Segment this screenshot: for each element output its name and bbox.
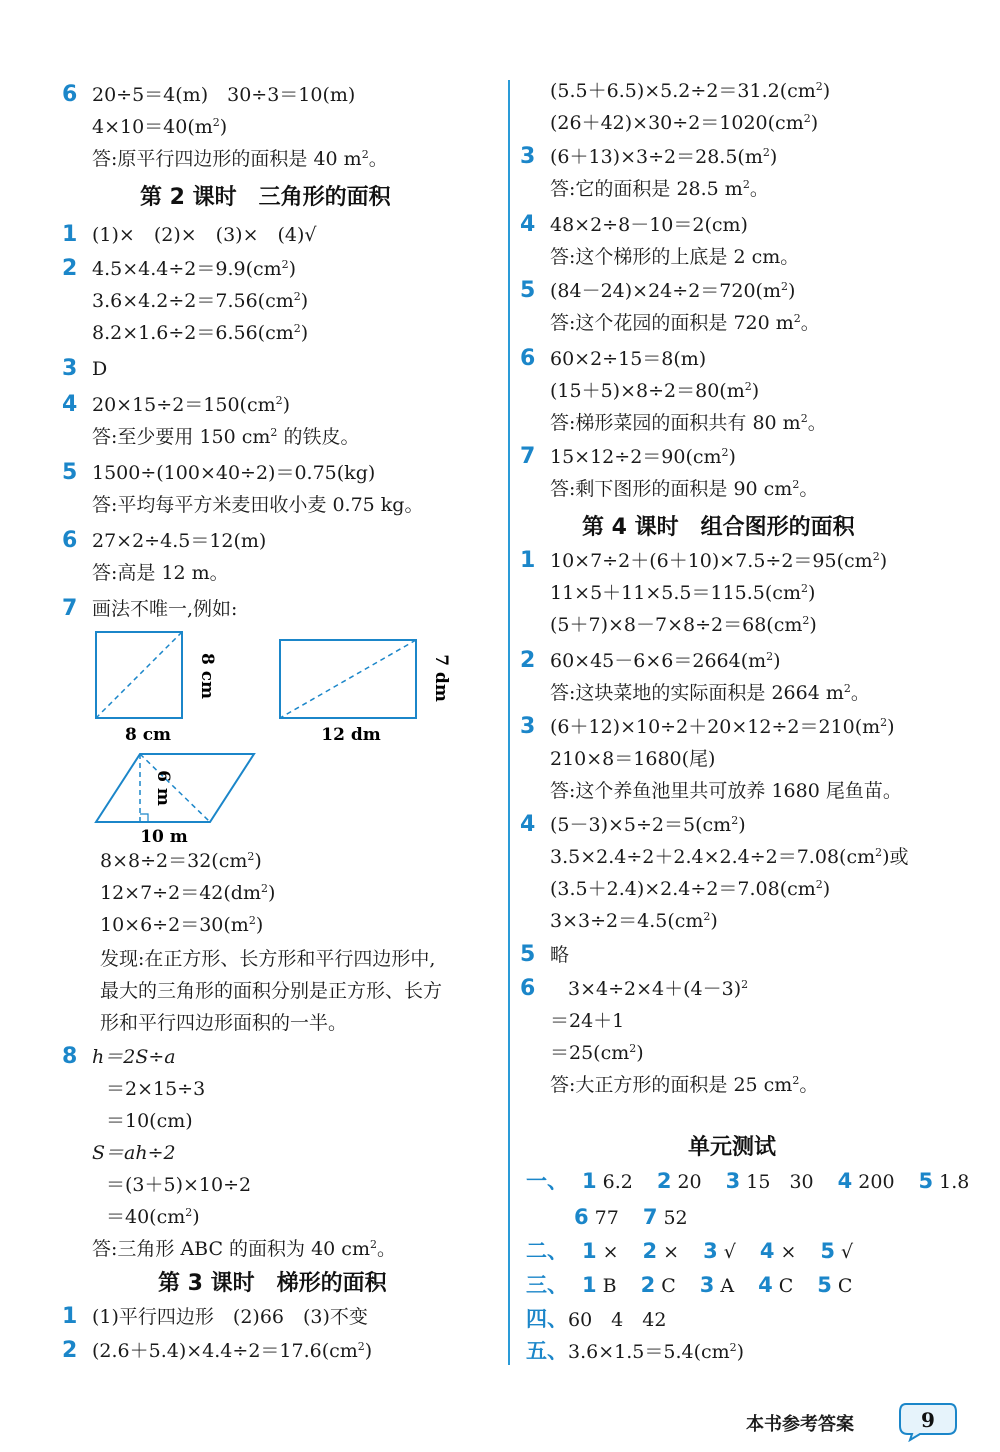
answer-text: 答:这个养鱼池里共可放养 1680 尾鱼苗。 <box>550 780 902 802</box>
square-bottom-label: 8 cm <box>124 725 172 745</box>
test-item-answer: 52 <box>663 1207 688 1229</box>
question-number: 7 <box>520 444 536 469</box>
answer-text: $(3.5+2.4)\times 2.4\div 2=7.08(cm^2)$ <box>550 878 831 900</box>
test-item-answer: 6.2 <box>602 1171 633 1193</box>
answer-text: $3\times 3\div 2=4.5(cm^2)$ <box>550 910 718 932</box>
question-number: 4 <box>520 212 536 237</box>
answer-text: ＝24＋1 <box>550 1010 625 1032</box>
test-item-number: 1 <box>582 1169 597 1193</box>
test-item-answer: √ <box>841 1241 854 1263</box>
answer-text: 答:至少要用 150 $cm^2$ 的铁皮。 <box>92 426 360 448</box>
test-item-answer: 1.8 <box>939 1171 970 1193</box>
test-item-answer: A <box>720 1275 735 1297</box>
question-number: 6 <box>520 976 536 1001</box>
test-item-number: 6 <box>574 1205 589 1229</box>
section-title: 单元测试 <box>688 1135 777 1160</box>
question-number: 1 <box>520 548 536 573</box>
triangle-figures <box>62 622 498 848</box>
question-number: 6 <box>62 528 78 553</box>
answer-text: $(26+42)\times 30\div 2=1020(cm^2)$ <box>550 112 819 134</box>
test-item-number: 4 <box>759 1239 775 1263</box>
parallelogram-diagonal <box>140 754 210 822</box>
answer-text: 答:它的面积是 28.5 $m^2$。 <box>550 178 769 200</box>
question-number: 4 <box>520 812 536 837</box>
answer-text: 略 <box>550 944 570 966</box>
section-title: 第 2 课时 三角形的面积 <box>140 185 391 210</box>
answer-text: S＝ah÷2 <box>92 1142 176 1164</box>
answer-text: $15\times 12\div 2=90(cm^2)$ <box>550 446 736 468</box>
rectangle-shape <box>280 640 416 718</box>
test-row-1b <box>560 1202 698 1233</box>
question-number: 2 <box>62 1338 78 1363</box>
question-number: 3 <box>520 714 536 739</box>
answer-text: ＝10(cm) <box>106 1110 193 1132</box>
question-number: 3 <box>520 144 536 169</box>
answer-text: h＝2S÷a <box>92 1046 176 1068</box>
answer-text: $3.6\times 4.2\div 2=7.56(cm^2)$ <box>92 290 309 312</box>
test-row-3 <box>526 1270 862 1301</box>
test-item-number: 7 <box>642 1205 658 1229</box>
question-number: 5 <box>520 278 536 303</box>
answer-text: $(5-3)\times 5\div 2=5(cm^2)$ <box>550 814 746 836</box>
answer-text: $4\times 10=40(m^2)$ <box>92 116 228 138</box>
test-row-1 <box>526 1166 979 1197</box>
answer-text: $(5+7)\times 8-7\times 8\div 2=68(cm^2)$ <box>550 614 817 636</box>
test-item-answer: × <box>602 1241 619 1263</box>
answer-text: (1)平行四边形 (2)66 (3)不变 <box>92 1306 368 1328</box>
question-number: 8 <box>62 1044 78 1069</box>
answer-text: ＝2×15÷3 <box>106 1078 206 1100</box>
test-item-number: 5 <box>817 1273 832 1297</box>
answer-text: $3.5\times 2.4\div 2+2.4\times 2.4\div 2=7.08(cm^2)$或 <box>550 846 909 868</box>
answer-text: $(6+12)\times 10\div 2+20\times 12\div 2=210(m^2)$ <box>550 716 895 738</box>
test-item-answer: 20 <box>677 1171 702 1193</box>
test-item-number: 5 <box>820 1239 835 1263</box>
answer-text: $4.5\times 4.4\div 2=9.9(cm^2)$ <box>92 258 297 280</box>
test-item-answer: 15 30 <box>746 1171 814 1193</box>
question-number: 3 <box>62 356 78 381</box>
answer-text: 27×2÷4.5＝12(m) <box>92 530 267 552</box>
section-title: 第 4 课时 组合图形的面积 <box>582 515 855 540</box>
test-item-number: 1 <box>582 1273 597 1297</box>
test-item-number: 2 <box>642 1239 658 1263</box>
test-label: 二、 <box>526 1239 568 1263</box>
test-item-number: 4 <box>758 1273 773 1297</box>
answer-text: ＝(3＋5)×10÷2 <box>106 1174 252 1196</box>
answer-text: 答:这个梯形的上底是 2 cm。 <box>550 246 800 268</box>
answer-text: 210×8＝1680(尾) <box>550 748 716 770</box>
parallelogram-bottom-label: 10 m <box>140 827 188 847</box>
answer-text: 答:这个花园的面积是 720 $m^2$。 <box>550 312 820 334</box>
question-number: 5 <box>62 460 78 485</box>
page-number-bubble <box>898 1398 958 1442</box>
test-item-number: 3 <box>699 1273 715 1297</box>
test-row-2 <box>526 1236 863 1267</box>
test-item-number: 2 <box>656 1169 672 1193</box>
answer-text: 发现:在正方形、长方形和平行四边形中, <box>100 948 436 970</box>
answer-text: D <box>92 358 108 380</box>
question-number: 6 <box>520 346 536 371</box>
test-row-5 <box>526 1336 744 1367</box>
answer-text: $8.2\times 1.6\div 2=6.56(cm^2)$ <box>92 322 309 344</box>
rectangle-side-label: 7 dm <box>431 654 451 702</box>
answer-text: $20\times 15\div 2=150(cm^2)$ <box>92 394 291 416</box>
test-item-answer: C <box>778 1275 794 1297</box>
answer-text: 60×2÷15＝8(m) <box>550 348 707 370</box>
answer-text: $10\times 6\div 2=30(m^2)$ <box>100 914 264 936</box>
answer-text: 答:高是 12 m。 <box>92 562 229 584</box>
answer-text: 1500÷(100×40÷2)＝0.75(kg) <box>92 462 376 484</box>
question-number: 7 <box>62 596 78 621</box>
answer-text: 答:三角形 ABC 的面积为 40 $cm^2$。 <box>92 1238 396 1260</box>
test-label: 四、 <box>526 1307 568 1331</box>
answer-text: 60 4 42 <box>568 1309 667 1331</box>
test-item-answer: × <box>663 1241 680 1263</box>
parallelogram-height-label: 6 m <box>153 770 173 806</box>
answer-text: 最大的三角形的面积分别是正方形、长方 <box>100 980 443 1002</box>
question-number: 1 <box>62 222 78 247</box>
footer-label: 本书参考答案 <box>746 1414 854 1435</box>
question-number: 5 <box>520 942 536 967</box>
square-diagonal <box>96 632 182 718</box>
answer-text: $10\times 7\div 2+(6+10)\times 7.5\div 2=95(cm^2)$ <box>550 550 888 572</box>
test-item-answer: B <box>602 1275 617 1297</box>
test-label: 五、 <box>526 1339 568 1363</box>
question-number: 6 <box>62 82 78 107</box>
column-divider <box>508 80 510 1365</box>
answer-text: $11\times 5+11\times 5.5=115.5(cm^2)$ <box>550 582 816 604</box>
test-item-number: 5 <box>918 1169 934 1193</box>
question-number: 2 <box>62 256 78 281</box>
right-column <box>520 0 970 1400</box>
test-row-4 <box>526 1304 666 1335</box>
answer-text: 答:剩下图形的面积是 90 $cm^2$。 <box>550 478 819 500</box>
square-side-label: 8 cm <box>197 652 217 700</box>
test-label: 一、 <box>526 1169 568 1193</box>
answer-text: $(5.5+6.5)\times 5.2\div 2=31.2(cm^2)$ <box>550 80 831 102</box>
page-number: 9 <box>921 1408 935 1432</box>
answer-text: $=40(cm^2)$ <box>106 1206 200 1228</box>
test-item-number: 2 <box>640 1273 656 1297</box>
test-label: 三、 <box>526 1273 568 1297</box>
test-item-answer: C <box>661 1275 676 1297</box>
section-title: 第 3 课时 梯形的面积 <box>158 1271 387 1296</box>
test-item-number: 4 <box>837 1169 853 1193</box>
test-item-number: 3 <box>703 1239 718 1263</box>
answer-text: 答:这块菜地的实际面积是 2664 $m^2$。 <box>550 682 870 704</box>
answer-text: 画法不唯一,例如: <box>92 598 238 620</box>
answer-text: 答:原平行四边形的面积是 40 $m^2$。 <box>92 148 388 170</box>
rectangle-bottom-label: 12 dm <box>321 725 381 745</box>
answer-text: $(6+13)\times 3\div 2=28.5(m^2)$ <box>550 146 778 168</box>
left-column <box>62 0 498 1400</box>
answer-text: $60\times 45-6\times 6=2664(m^2)$ <box>550 650 781 672</box>
test-item-answer: C <box>837 1275 853 1297</box>
answer-text: $3.6\times 1.5=5.4(cm^2)$ <box>568 1341 745 1363</box>
test-item-answer: 77 <box>594 1207 619 1229</box>
answer-text: 答:平均每平方米麦田收小麦 0.75 kg。 <box>92 494 424 516</box>
answer-text: $12\times 7\div 2=42(dm^2)$ <box>100 882 276 904</box>
answer-text: $3\times 4\div 2\times 4+(4-3)^2$ <box>568 978 749 1000</box>
answer-text: $8\times 8\div 2=32(cm^2)$ <box>100 850 262 872</box>
test-item-number: 1 <box>582 1239 597 1263</box>
question-number: 1 <box>62 1304 78 1329</box>
answer-text: 答:梯形菜园的面积共有 80 $m^2$。 <box>550 412 827 434</box>
right-angle-mark <box>140 814 148 822</box>
answer-text: 形和平行四边形面积的一半。 <box>100 1012 348 1034</box>
test-item-number: 3 <box>725 1169 741 1193</box>
question-number: 2 <box>520 648 536 673</box>
answer-text: $(2.6+5.4)\times 4.4\div 2=17.6(cm^2)$ <box>92 1340 373 1362</box>
test-item-answer: × <box>780 1241 797 1263</box>
test-item-answer: √ <box>723 1241 736 1263</box>
answer-text: $=25(cm^2)$ <box>550 1042 644 1064</box>
answer-text: 20÷5＝4(m) 30÷3＝10(m) <box>92 84 356 106</box>
rectangle-diagonal <box>280 640 416 718</box>
test-item-answer: 200 <box>858 1171 895 1193</box>
answer-text: $(84-24)\times 24\div 2=720(m^2)$ <box>550 280 796 302</box>
answer-text: 48×2÷8－10＝2(cm) <box>550 214 748 236</box>
answer-text: 答:大正方形的面积是 25 $cm^2$。 <box>550 1074 819 1096</box>
answer-text: $(15+5)\times 8\div 2=80(m^2)$ <box>550 380 760 402</box>
question-number: 4 <box>62 392 78 417</box>
answer-text: (1)× (2)× (3)× (4)√ <box>92 224 317 246</box>
